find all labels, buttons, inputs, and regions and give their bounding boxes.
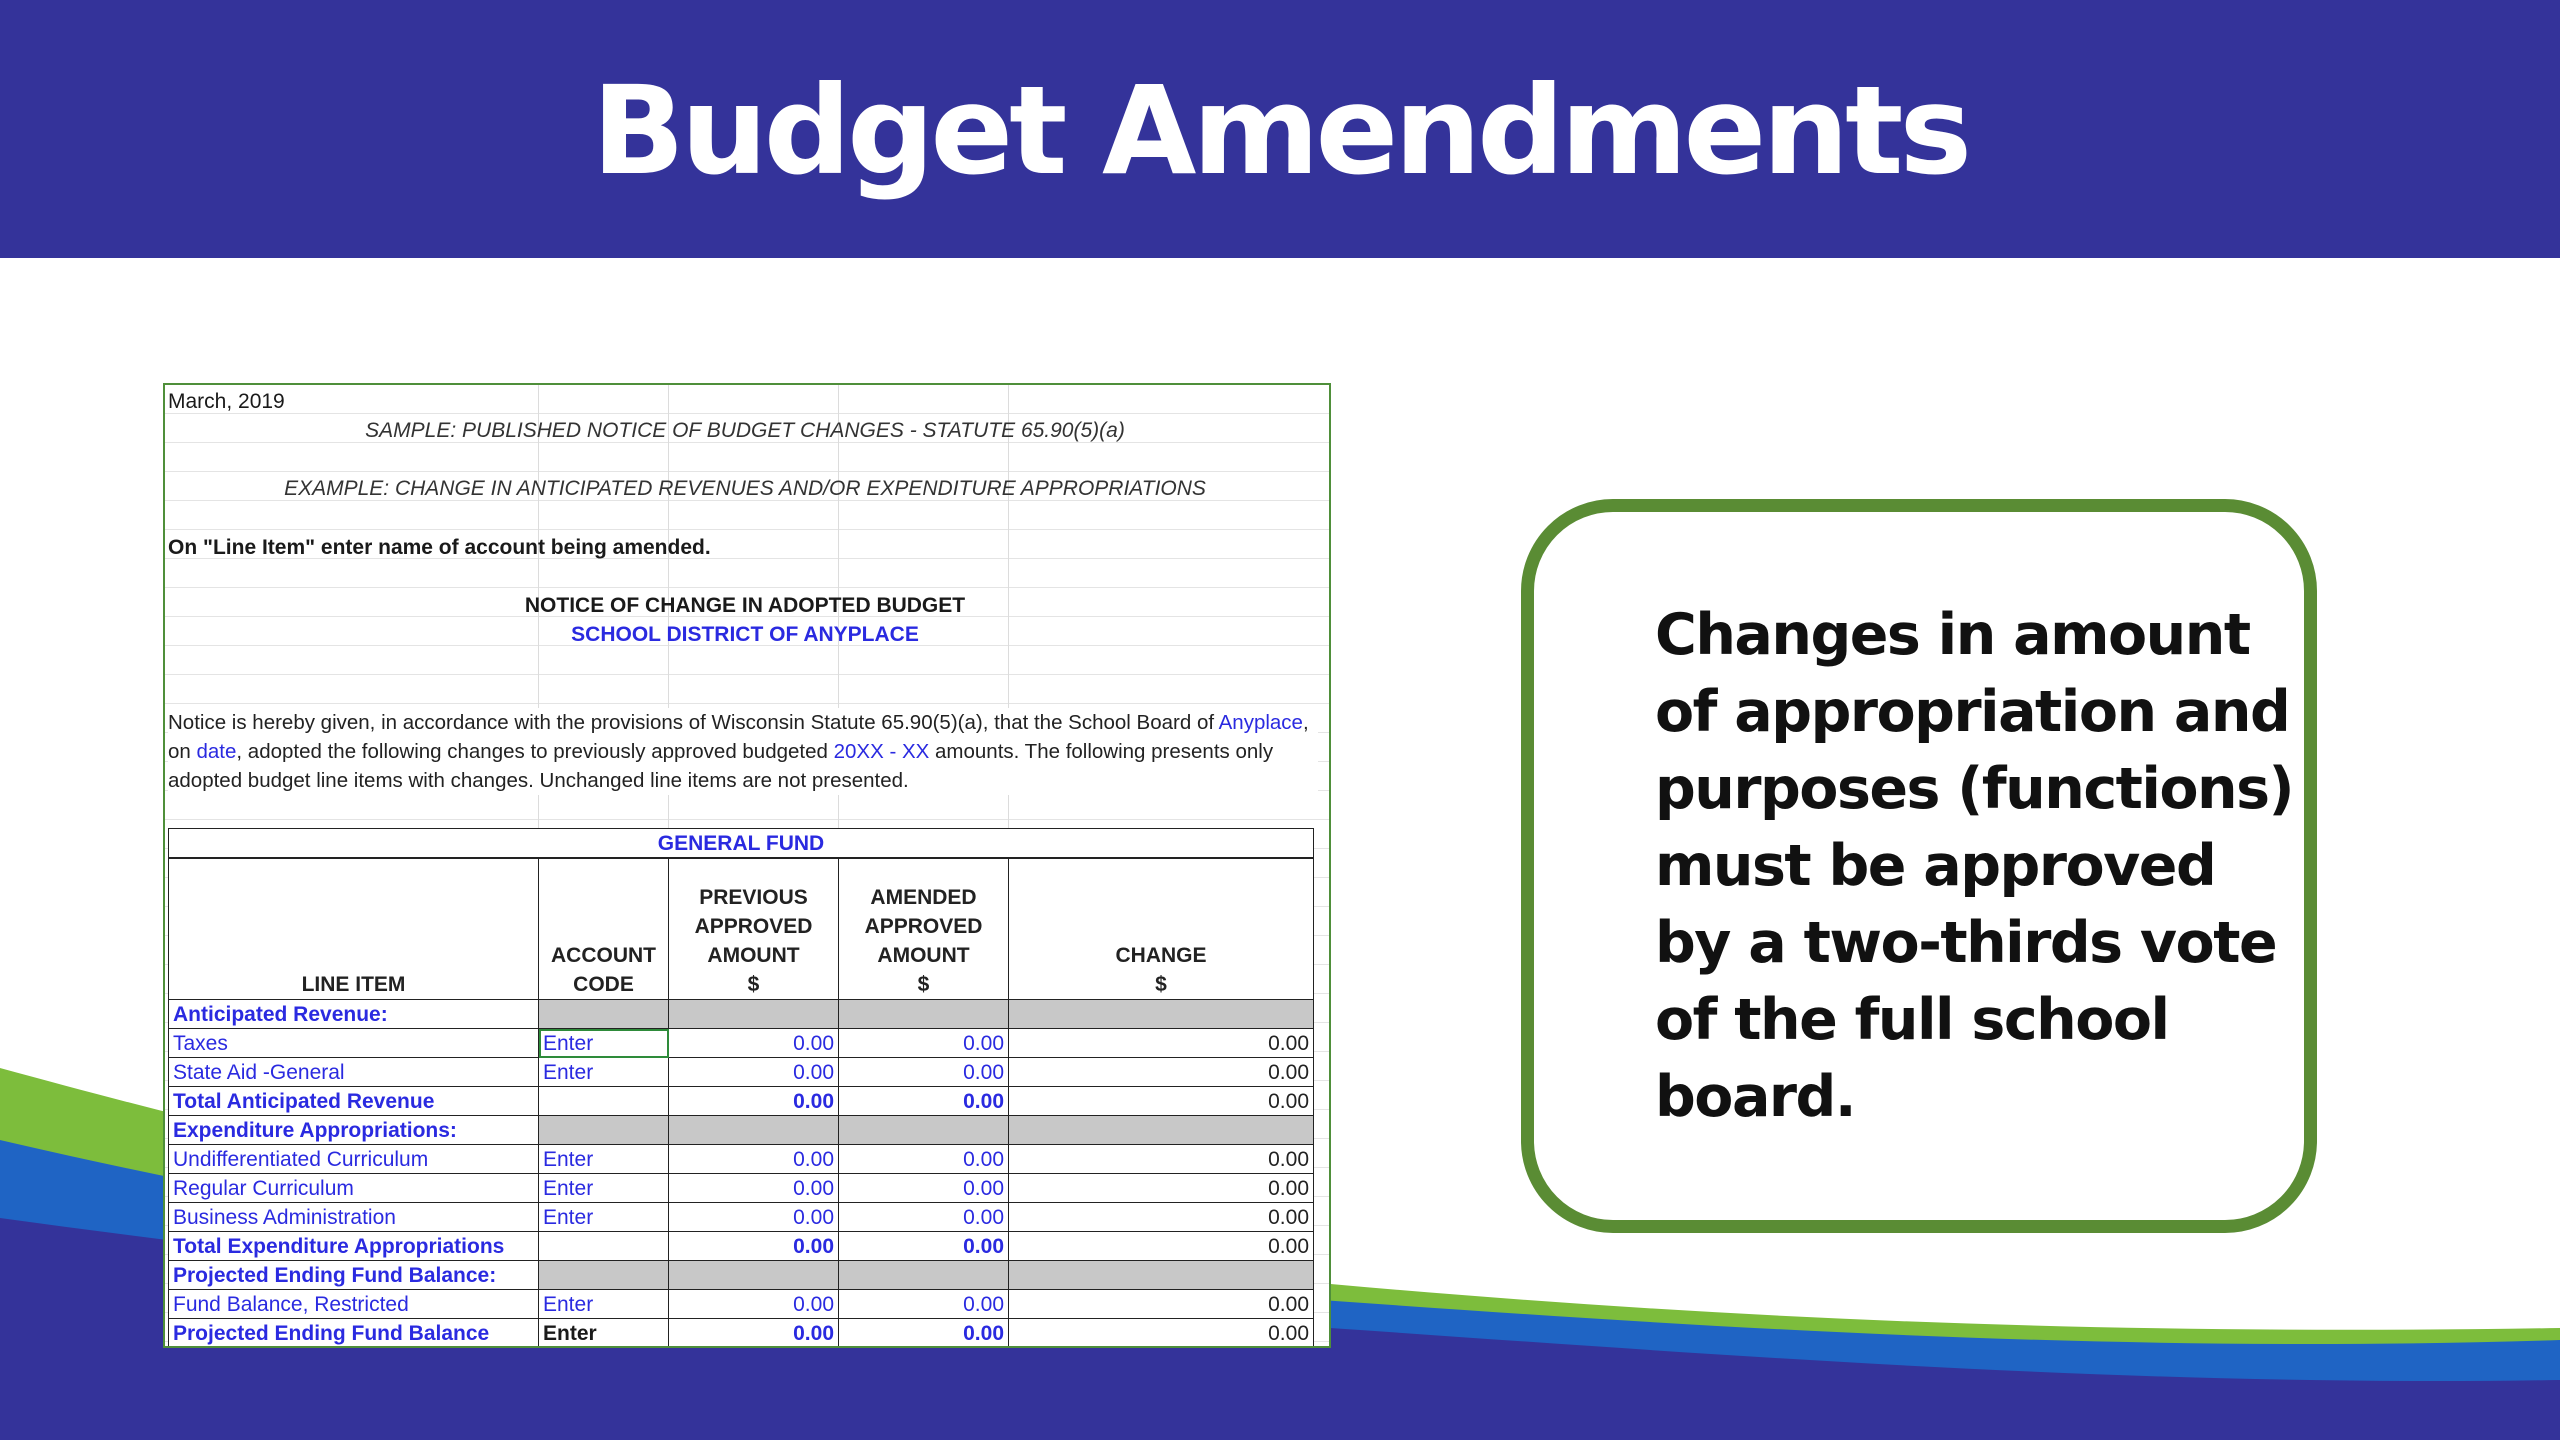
header-account-line2: CODE	[573, 973, 634, 996]
account-code-cell	[539, 1087, 669, 1116]
header-account-line1: ACCOUNT	[551, 944, 656, 967]
table-row	[169, 1029, 1314, 1058]
sheet-date: March, 2019	[168, 390, 285, 413]
header-previous-amount	[669, 858, 839, 1000]
amended-amount-cell: 0.00	[839, 1058, 1009, 1087]
line-item-label: Undifferentiated Curriculum	[169, 1145, 539, 1174]
previous-amount-cell: 0.00	[669, 1029, 839, 1058]
table-row	[169, 1174, 1314, 1203]
change-cell: 0.00	[1009, 1319, 1314, 1348]
table-row	[169, 1087, 1314, 1116]
table-row	[169, 1116, 1314, 1145]
change-cell: 0.00	[1009, 1058, 1314, 1087]
budget-notice-spreadsheet	[163, 383, 1331, 1348]
change-cell: 0.00	[1009, 1145, 1314, 1174]
header-change	[1009, 858, 1314, 1000]
total-label: Total Expenditure Appropriations	[169, 1232, 539, 1261]
header-change-line1: CHANGE	[1115, 944, 1207, 967]
header-change-line2: $	[1155, 973, 1167, 996]
table-row	[169, 1290, 1314, 1319]
amended-amount-cell: 0.00	[839, 1145, 1009, 1174]
table-row	[169, 1232, 1314, 1261]
amended-amount-cell: 0.00	[839, 1087, 1009, 1116]
header-line-item-text: LINE ITEM	[301, 973, 406, 996]
table-row	[169, 1058, 1314, 1087]
header-prev-line3: AMOUNT	[707, 944, 800, 967]
account-code-cell[interactable]: Enter	[539, 1319, 669, 1348]
change-cell: 0.00	[1009, 1087, 1314, 1116]
total-label: Projected Ending Fund Balance	[169, 1319, 539, 1348]
callout-emphasis: two-thirds vote	[1803, 910, 2277, 976]
district-name: SCHOOL DISTRICT OF ANYPLACE	[571, 623, 919, 646]
header-account-code	[539, 858, 669, 1000]
header-line-item	[169, 858, 539, 1000]
amended-amount-cell: 0.00	[839, 1232, 1009, 1261]
change-cell: 0.00	[1009, 1029, 1314, 1058]
header-prev-line1: PREVIOUS	[699, 886, 808, 909]
header-amend-line4: $	[917, 973, 930, 996]
change-cell: 0.00	[1009, 1203, 1314, 1232]
notice-text-1: Notice is hereby given, in accordance with the provisions of Wisconsin Statute 65.90(5)(a), that the School Board of	[168, 711, 1219, 734]
previous-amount-cell: 0.00	[669, 1232, 839, 1261]
account-code-cell[interactable]: Enter	[539, 1290, 669, 1319]
amended-amount-cell: 0.00	[839, 1029, 1009, 1058]
account-code-cell[interactable]: Enter	[539, 1058, 669, 1087]
line-item-label: State Aid -General	[169, 1058, 539, 1087]
notice-paragraph	[168, 708, 1318, 795]
table-row	[169, 1145, 1314, 1174]
table-row	[169, 1203, 1314, 1232]
notice-title: NOTICE OF CHANGE IN ADOPTED BUDGET	[524, 594, 966, 617]
sheet-instruction: On "Line Item" enter name of account being amended.	[168, 536, 711, 559]
section-label: Expenditure Appropriations:	[169, 1116, 539, 1145]
previous-amount-cell: 0.00	[669, 1058, 839, 1087]
amended-amount-cell: 0.00	[839, 1319, 1009, 1348]
callout-tail: of the full school board.	[1655, 987, 2169, 1130]
account-code-cell	[539, 1232, 669, 1261]
notice-text-4: amounts. The following presents only adopted budget line items with changes. Unchanged line items are not presented.	[168, 740, 1274, 792]
change-cell: 0.00	[1009, 1174, 1314, 1203]
amended-amount-cell: 0.00	[839, 1203, 1009, 1232]
table-row	[169, 1319, 1314, 1348]
line-item-label: Regular Curriculum	[169, 1174, 539, 1203]
account-code-cell[interactable]: Enter	[539, 1174, 669, 1203]
total-label: Total Anticipated Revenue	[169, 1087, 539, 1116]
header-amend-line2: APPROVED	[864, 915, 983, 938]
header-prev-line2: APPROVED	[694, 915, 813, 938]
slide-title: Budget Amendments	[591, 60, 1969, 202]
change-cell: 0.00	[1009, 1290, 1314, 1319]
amended-amount-cell: 0.00	[839, 1174, 1009, 1203]
header-amend-line3: AMOUNT	[877, 944, 970, 967]
previous-amount-cell: 0.00	[669, 1145, 839, 1174]
account-code-cell[interactable]: Enter	[539, 1203, 669, 1232]
notice-years: 20XX - XX	[833, 740, 930, 763]
previous-amount-cell: 0.00	[669, 1290, 839, 1319]
sheet-sample-line: SAMPLE: PUBLISHED NOTICE OF BUDGET CHANGES - STATUTE 65.90(5)(a)	[365, 419, 1125, 442]
amended-amount-cell: 0.00	[839, 1290, 1009, 1319]
account-code-cell[interactable]: Enter	[539, 1029, 669, 1058]
notice-text-3: , adopted the following changes to previously approved budgeted	[236, 740, 834, 763]
line-item-label: Business Administration	[169, 1203, 539, 1232]
line-item-label: Taxes	[169, 1029, 539, 1058]
header-amend-line1: AMENDED	[870, 886, 977, 909]
callout-text	[1655, 597, 2295, 1136]
previous-amount-cell: 0.00	[669, 1087, 839, 1116]
notice-text-2: , on	[168, 711, 1309, 763]
header-prev-line4: $	[747, 973, 760, 996]
table-row	[169, 1261, 1314, 1290]
sheet-example-line: EXAMPLE: CHANGE IN ANTICIPATED REVENUES AND/OR EXPENDITURE APPROPRIATIONS	[284, 477, 1206, 500]
table-row	[169, 1000, 1314, 1029]
previous-amount-cell: 0.00	[669, 1174, 839, 1203]
previous-amount-cell: 0.00	[669, 1203, 839, 1232]
general-fund-table	[168, 828, 1314, 1348]
fund-name: GENERAL FUND	[169, 829, 1314, 859]
line-item-label: Fund Balance, Restricted	[169, 1290, 539, 1319]
notice-place: Anyplace	[1218, 711, 1303, 734]
account-code-cell[interactable]: Enter	[539, 1145, 669, 1174]
notice-date: date	[196, 740, 237, 763]
callout-lead: Changes in amount of appropriation and purposes (functions) must be approved by a	[1655, 602, 2294, 976]
previous-amount-cell: 0.00	[669, 1319, 839, 1348]
section-label: Anticipated Revenue:	[169, 1000, 539, 1029]
change-cell: 0.00	[1009, 1232, 1314, 1261]
section-label: Projected Ending Fund Balance:	[169, 1261, 539, 1290]
header-amended-amount	[839, 858, 1009, 1000]
